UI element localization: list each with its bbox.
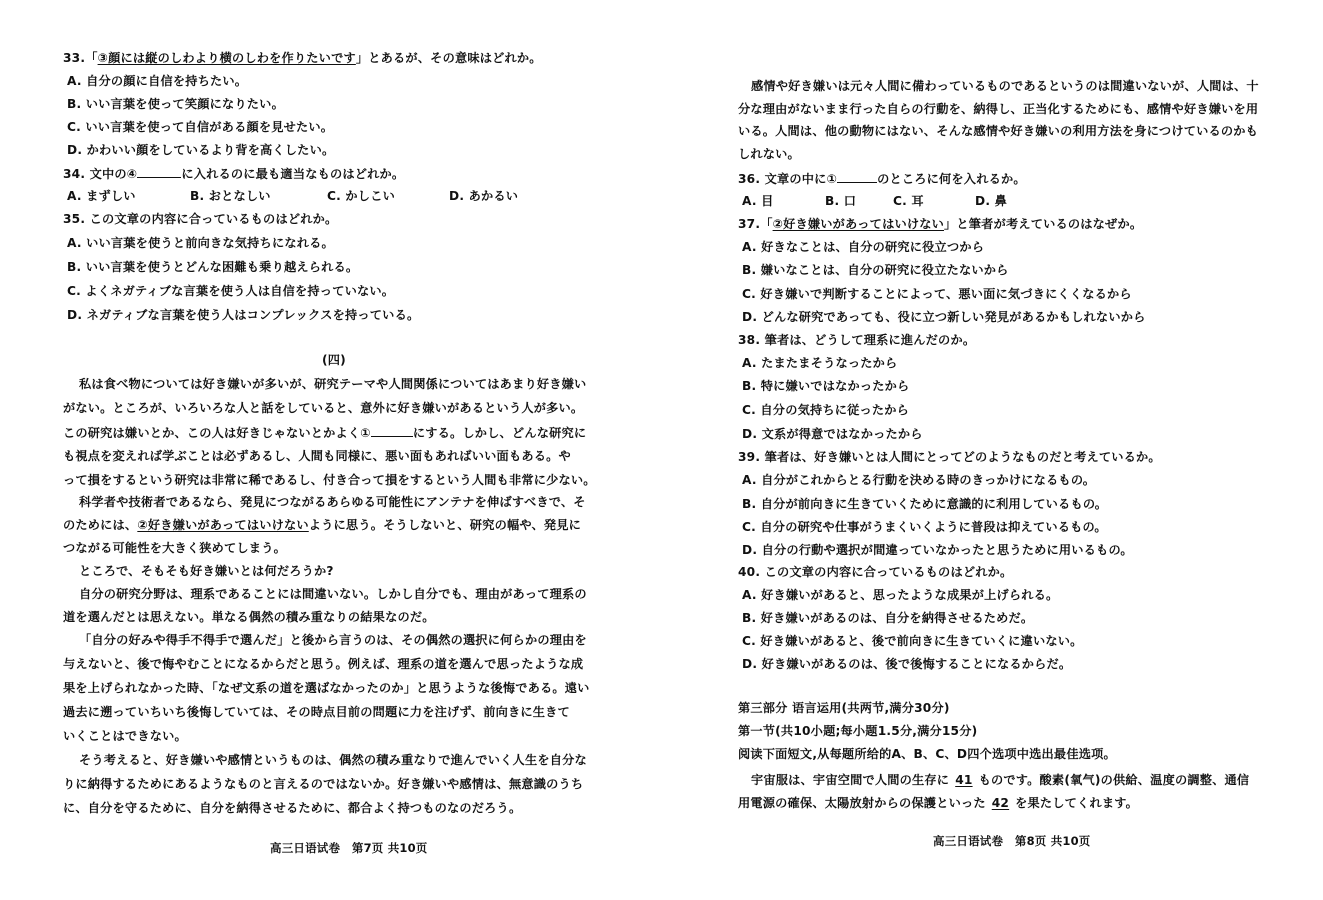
underlined-phrase-2: ②好き嫌いがあってはいけない	[137, 518, 309, 532]
q36-stem-pre: 36. 文章の中に①	[738, 172, 838, 186]
passage-text: ように思う。そうしないと、研究の幅や、発見に	[308, 518, 582, 532]
q40-option-a: A. 好き嫌いがあると、思ったような成果が上げられる。	[742, 588, 1059, 602]
q35-option-b: B. いい言葉を使うとどんな困難も乗り越えられる。	[67, 260, 359, 274]
q37-stem	[738, 216, 1142, 233]
q34-stem-pre: 34. 文中の④	[63, 167, 138, 181]
q37-option-c: C. 好き嫌いで判断することによって、悪い面に気づきにくくなるから	[742, 287, 1132, 301]
q39-option-a: A. 自分がこれからとる行動を決める時のきっかけになるもの。	[742, 473, 1096, 487]
q36-stem-post: のところに何を入れるか。	[877, 172, 1026, 186]
cloze-line	[751, 772, 1249, 789]
q34-option-c: C. かしこい	[327, 189, 395, 203]
q40-stem: 40. この文章の内容に合っているものはどれか。	[738, 565, 1013, 579]
cloze-text: ものです。酸素(氧气)の供給、温度の調整、通信	[978, 773, 1250, 787]
q38-stem: 38. 筆者は、どうして理系に進んだのか。	[738, 333, 976, 347]
q38-option-a: A. たまたまそうなったから	[742, 356, 898, 370]
q40-option-b: B. 好き嫌いがあるのは、自分を納得させるためだ。	[742, 611, 1034, 625]
passage-line: 科学者や技術者であるなら、発見につながるあらゆる可能性にアンテナを伸ばすべきで、そ	[79, 495, 586, 509]
passage-line: 与えないと、後で悔やむことになるからだと思う。例えば、理系の道を選んで思ったような成	[63, 657, 584, 671]
passage-line	[63, 517, 581, 534]
passage-text: この研究は嫌いとか、この人は好きじゃないとかよく①	[63, 426, 371, 440]
passage-line: ところで、そもそも好き嫌いとは何だろうか?	[79, 564, 334, 578]
q36-stem	[738, 170, 1026, 188]
q37-stem-post: 」と筆者が考えているのはなぜか。	[944, 217, 1143, 231]
q34-blank	[137, 165, 181, 178]
q39-option-d: D. 自分の行動や選択が間違っていなかったと思うために用いるもの。	[742, 543, 1133, 557]
q33-option-d: D. かわいい顔をしているより背を高くしたい。	[67, 143, 335, 157]
passage-text: にする。しかし、どんな研究に	[412, 426, 587, 440]
passage-line: 感情や好き嫌いは元々人間に備わっているものであるというのは間違いないが、人間は、十	[751, 79, 1259, 93]
q33-option-a: A. 自分の顔に自信を持ちたい。	[67, 74, 248, 88]
q34-option-d: D. あかるい	[449, 189, 519, 203]
passage-line	[63, 424, 586, 442]
passage-line: がない。ところが、いろいろな人と話をしていると、意外に好き嫌いがあるという人が多い。	[63, 401, 584, 415]
passage-line: 私は食べ物については好き嫌いが多いが、研究テーマや人間関係についてはあまり好き嫌い	[79, 377, 587, 391]
passage-line: りに納得するためにあるようなものと言えるのではないか。好き嫌いや感情は、無意識のうち	[63, 777, 584, 791]
cloze-text: 宇宙服は、宇宙空間で人間の生存に	[751, 773, 950, 787]
passage-line: 自分の研究分野は、理系であることには間違いない。しかし自分でも、理由があって理系の	[79, 587, 587, 601]
q34-stem	[63, 165, 404, 183]
passage-line: 道を選んだとは思えない。単なる偶然の積み重なりの結果なのだ。	[63, 610, 435, 624]
q40-option-d: D. 好き嫌いがあるのは、後で後悔することになるからだ。	[742, 657, 1072, 671]
q38-option-c: C. 自分の気持ちに従ったから	[742, 403, 910, 417]
blank-41: 41	[955, 773, 973, 787]
right-page	[661, 0, 1323, 900]
q33-underlined-quote: ③顔には縦のしわより横のしわを作りたいです	[97, 51, 356, 65]
q39-option-c: C. 自分の研究や仕事がうまくいくように普段は抑えているもの。	[742, 520, 1107, 534]
cloze-text: を果たしてくれます。	[1015, 796, 1139, 810]
q34-option-a: A. まずしい	[67, 189, 136, 203]
q36-option-b: B. 口	[825, 194, 857, 208]
passage-line: しれない。	[738, 147, 800, 161]
cloze-instruction: 阅读下面短文,从每题所给的A、B、C、D四个选项中选出最佳选项。	[738, 747, 1116, 761]
left-page	[0, 0, 661, 900]
passage-line: 「自分の好みや得手不得手で選んだ」と後から言うのは、その偶然の選択に何らかの理由を	[79, 633, 587, 647]
q39-option-b: B. 自分が前向きに生きていくために意識的に利用しているもの。	[742, 497, 1108, 511]
q34-option-b: B. おとなしい	[190, 189, 271, 203]
passage-line: 分な理由がないまま行った自らの行動を、納得し、正当化するためにも、感情や好き嫌いを用	[738, 102, 1259, 116]
q36-option-c: C. 耳	[893, 194, 924, 208]
q35-stem: 35. この文章の内容に合っているものはどれか。	[63, 212, 338, 226]
q36-option-d: D. 鼻	[975, 194, 1007, 208]
passage-text: のためには、	[63, 518, 138, 532]
passage-line: 果を上げられなかった時、「なぜ文系の道を選ばなかったのか」と思うような後悔である。遠い	[63, 681, 590, 695]
q37-option-a: A. 好きなことは、自分の研究に役立つから	[742, 240, 985, 254]
q38-option-b: B. 特に嫌いではなかったから	[742, 379, 910, 393]
q33-option-c: C. いい言葉を使って自信がある顔を見せたい。	[67, 120, 334, 134]
section-title: (四)	[322, 353, 346, 367]
q38-option-d: D. 文系が得意ではなかったから	[742, 427, 923, 441]
q36-blank	[837, 170, 877, 183]
q35-option-a: A. いい言葉を使うと前向きな気持ちになれる。	[67, 236, 334, 250]
q33-stem-post: 」とあるが、その意味はどれか。	[355, 51, 542, 65]
cloze-text: 用電源の確保、太陽放射からの保護といった	[738, 796, 986, 810]
q33-option-b: B. いい言葉を使って笑顔になりたい。	[67, 97, 284, 111]
q39-stem: 39. 筆者は、好き嫌いとは人間にとってどのようなものだと考えているか。	[738, 450, 1161, 464]
q35-option-d: D. ネガティブな言葉を使う人はコンプレックスを持っている。	[67, 308, 420, 322]
page-footer: 高三日语试卷 第8页 共10页	[933, 834, 1091, 848]
q33-stem-pre: 33.「	[63, 51, 98, 65]
q34-stem-post: に入れるのに最も適当なものはどれか。	[181, 167, 405, 181]
passage-line: いくことはできない。	[63, 729, 187, 743]
section1-title: 第一节(共10小题;每小题1.5分,满分15分)	[738, 724, 978, 738]
passage-line: そう考えると、好き嫌いや感情というものは、偶然の積み重なりで進んでいく人生を自分な	[79, 753, 587, 767]
passage-line: つながる可能性を大きく狭めてしまう。	[63, 541, 286, 555]
passage-line: って損をするという研究は非常に稀であるし、付き合って損をするという人間も非常に少ない。	[63, 473, 596, 487]
passage-line: も視点を変えれば学ぶことは必ずあるし、人間も同様に、悪い面もあればいい面もある。や	[63, 449, 571, 463]
q37-underlined-quote: ②好き嫌いがあってはいけない	[772, 217, 945, 231]
cloze-line	[738, 795, 1138, 812]
passage-line: に、自分を守るために、自分を納得させるために、都合よく持つものなのだろう。	[63, 801, 522, 815]
passage-line: 過去に遡っていちいち後悔していては、その時点目前の問題に力を注げず、前向きに生きて	[63, 705, 570, 719]
page-footer: 高三日语试卷 第7页 共10页	[270, 841, 428, 855]
blank-42: 42	[991, 796, 1010, 810]
q33-stem	[63, 50, 542, 67]
q40-option-c: C. 好き嫌いがあると、後で前向きに生きていくに違いない。	[742, 634, 1083, 648]
part3-title: 第三部分 语言运用(共两节,满分30分)	[738, 701, 950, 715]
passage-line: いる。人間は、他の動物にはない、そんな感情や好き嫌いの利用方法を身につけているのかも	[738, 124, 1259, 138]
q37-stem-pre: 37.「	[738, 217, 773, 231]
q37-option-d: D. どんな研究であっても、役に立つ新しい発見があるかもしれないから	[742, 310, 1146, 324]
q36-option-a: A. 目	[742, 194, 774, 208]
blank-1	[371, 424, 413, 437]
q35-option-c: C. よくネガティブな言葉を使う人は自信を持っていない。	[67, 284, 395, 298]
q37-option-b: B. 嫌いなことは、自分の研究に役立たないから	[742, 263, 1009, 277]
